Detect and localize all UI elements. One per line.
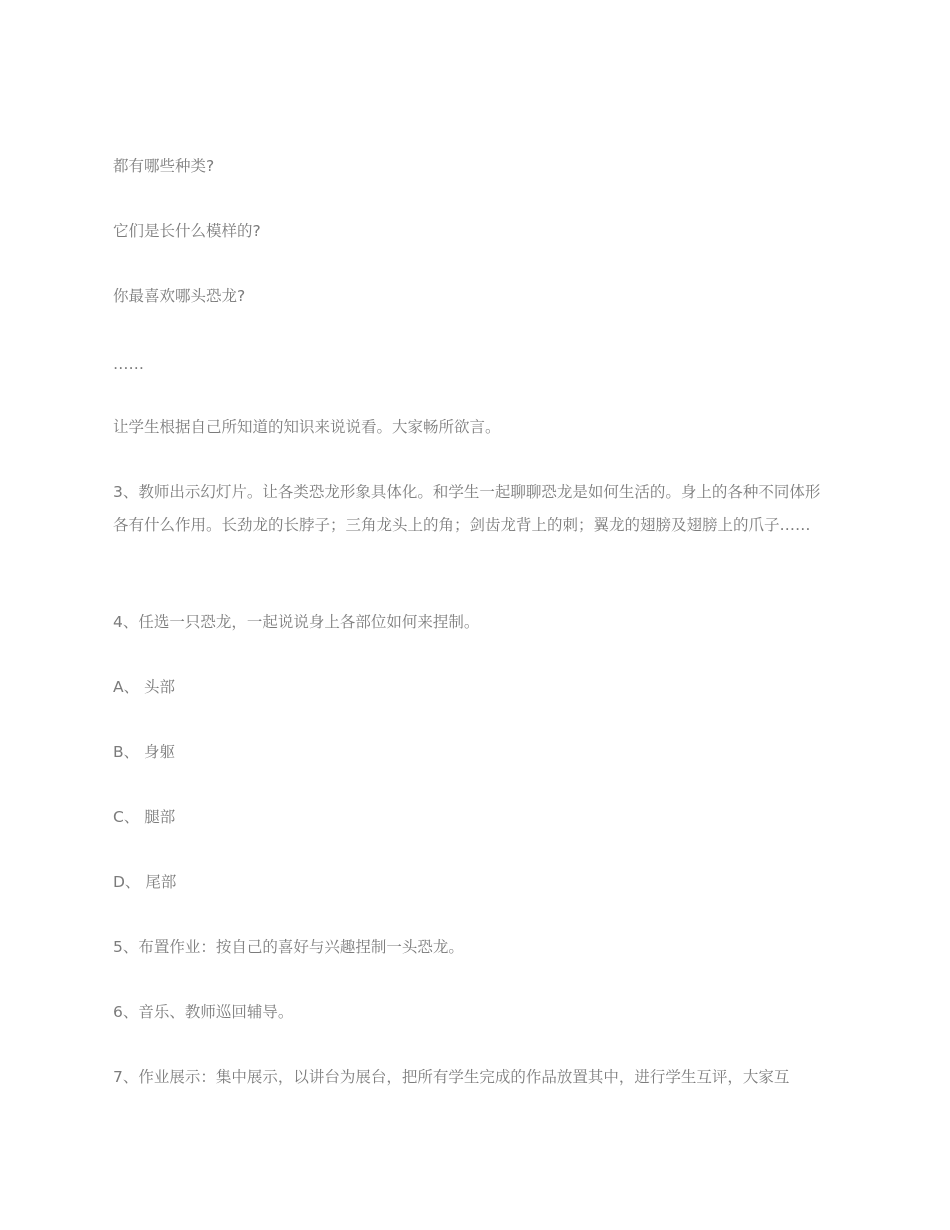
paragraph-question-types: 都有哪些种类?	[113, 157, 215, 175]
paragraph-ellipsis: ……	[113, 355, 144, 373]
list-item-head: A、 头部	[113, 678, 176, 696]
paragraph-step-3: 3、教师出示幻灯片。让各类恐龙形象具体化。和学生一起聊聊恐龙是如何生活的。身上的各种不同体形各有什么作用。长劲龙的长脖子；三角龙头上的角；剑齿龙背上的刺；翼龙的翅膀及翅膀上的爪子……	[113, 483, 821, 534]
list-item-tail: D、 尾部	[113, 873, 177, 891]
paragraph-discussion: 让学生根据自己所知道的知识来说说看。大家畅所欲言。	[113, 418, 501, 436]
paragraph-step-4: 4、任选一只恐龙，一起说说身上各部位如何来捏制。	[113, 613, 480, 631]
list-item-legs: C、 腿部	[113, 808, 176, 826]
paragraph-step-7: 7、作业展示：集中展示，以讲台为展台，把所有学生完成的作品放置其中，进行学生互评，大家互	[113, 1068, 790, 1086]
paragraph-question-favorite: 你最喜欢哪头恐龙?	[113, 287, 246, 305]
list-item-body: B、 身躯	[113, 743, 176, 761]
paragraph-step-6: 6、音乐、教师巡回辅导。	[113, 1003, 294, 1021]
paragraph-step-5: 5、布置作业：按自己的喜好与兴趣捏制一头恐龙。	[113, 938, 464, 956]
paragraph-question-looks: 它们是长什么模样的?	[113, 222, 261, 240]
